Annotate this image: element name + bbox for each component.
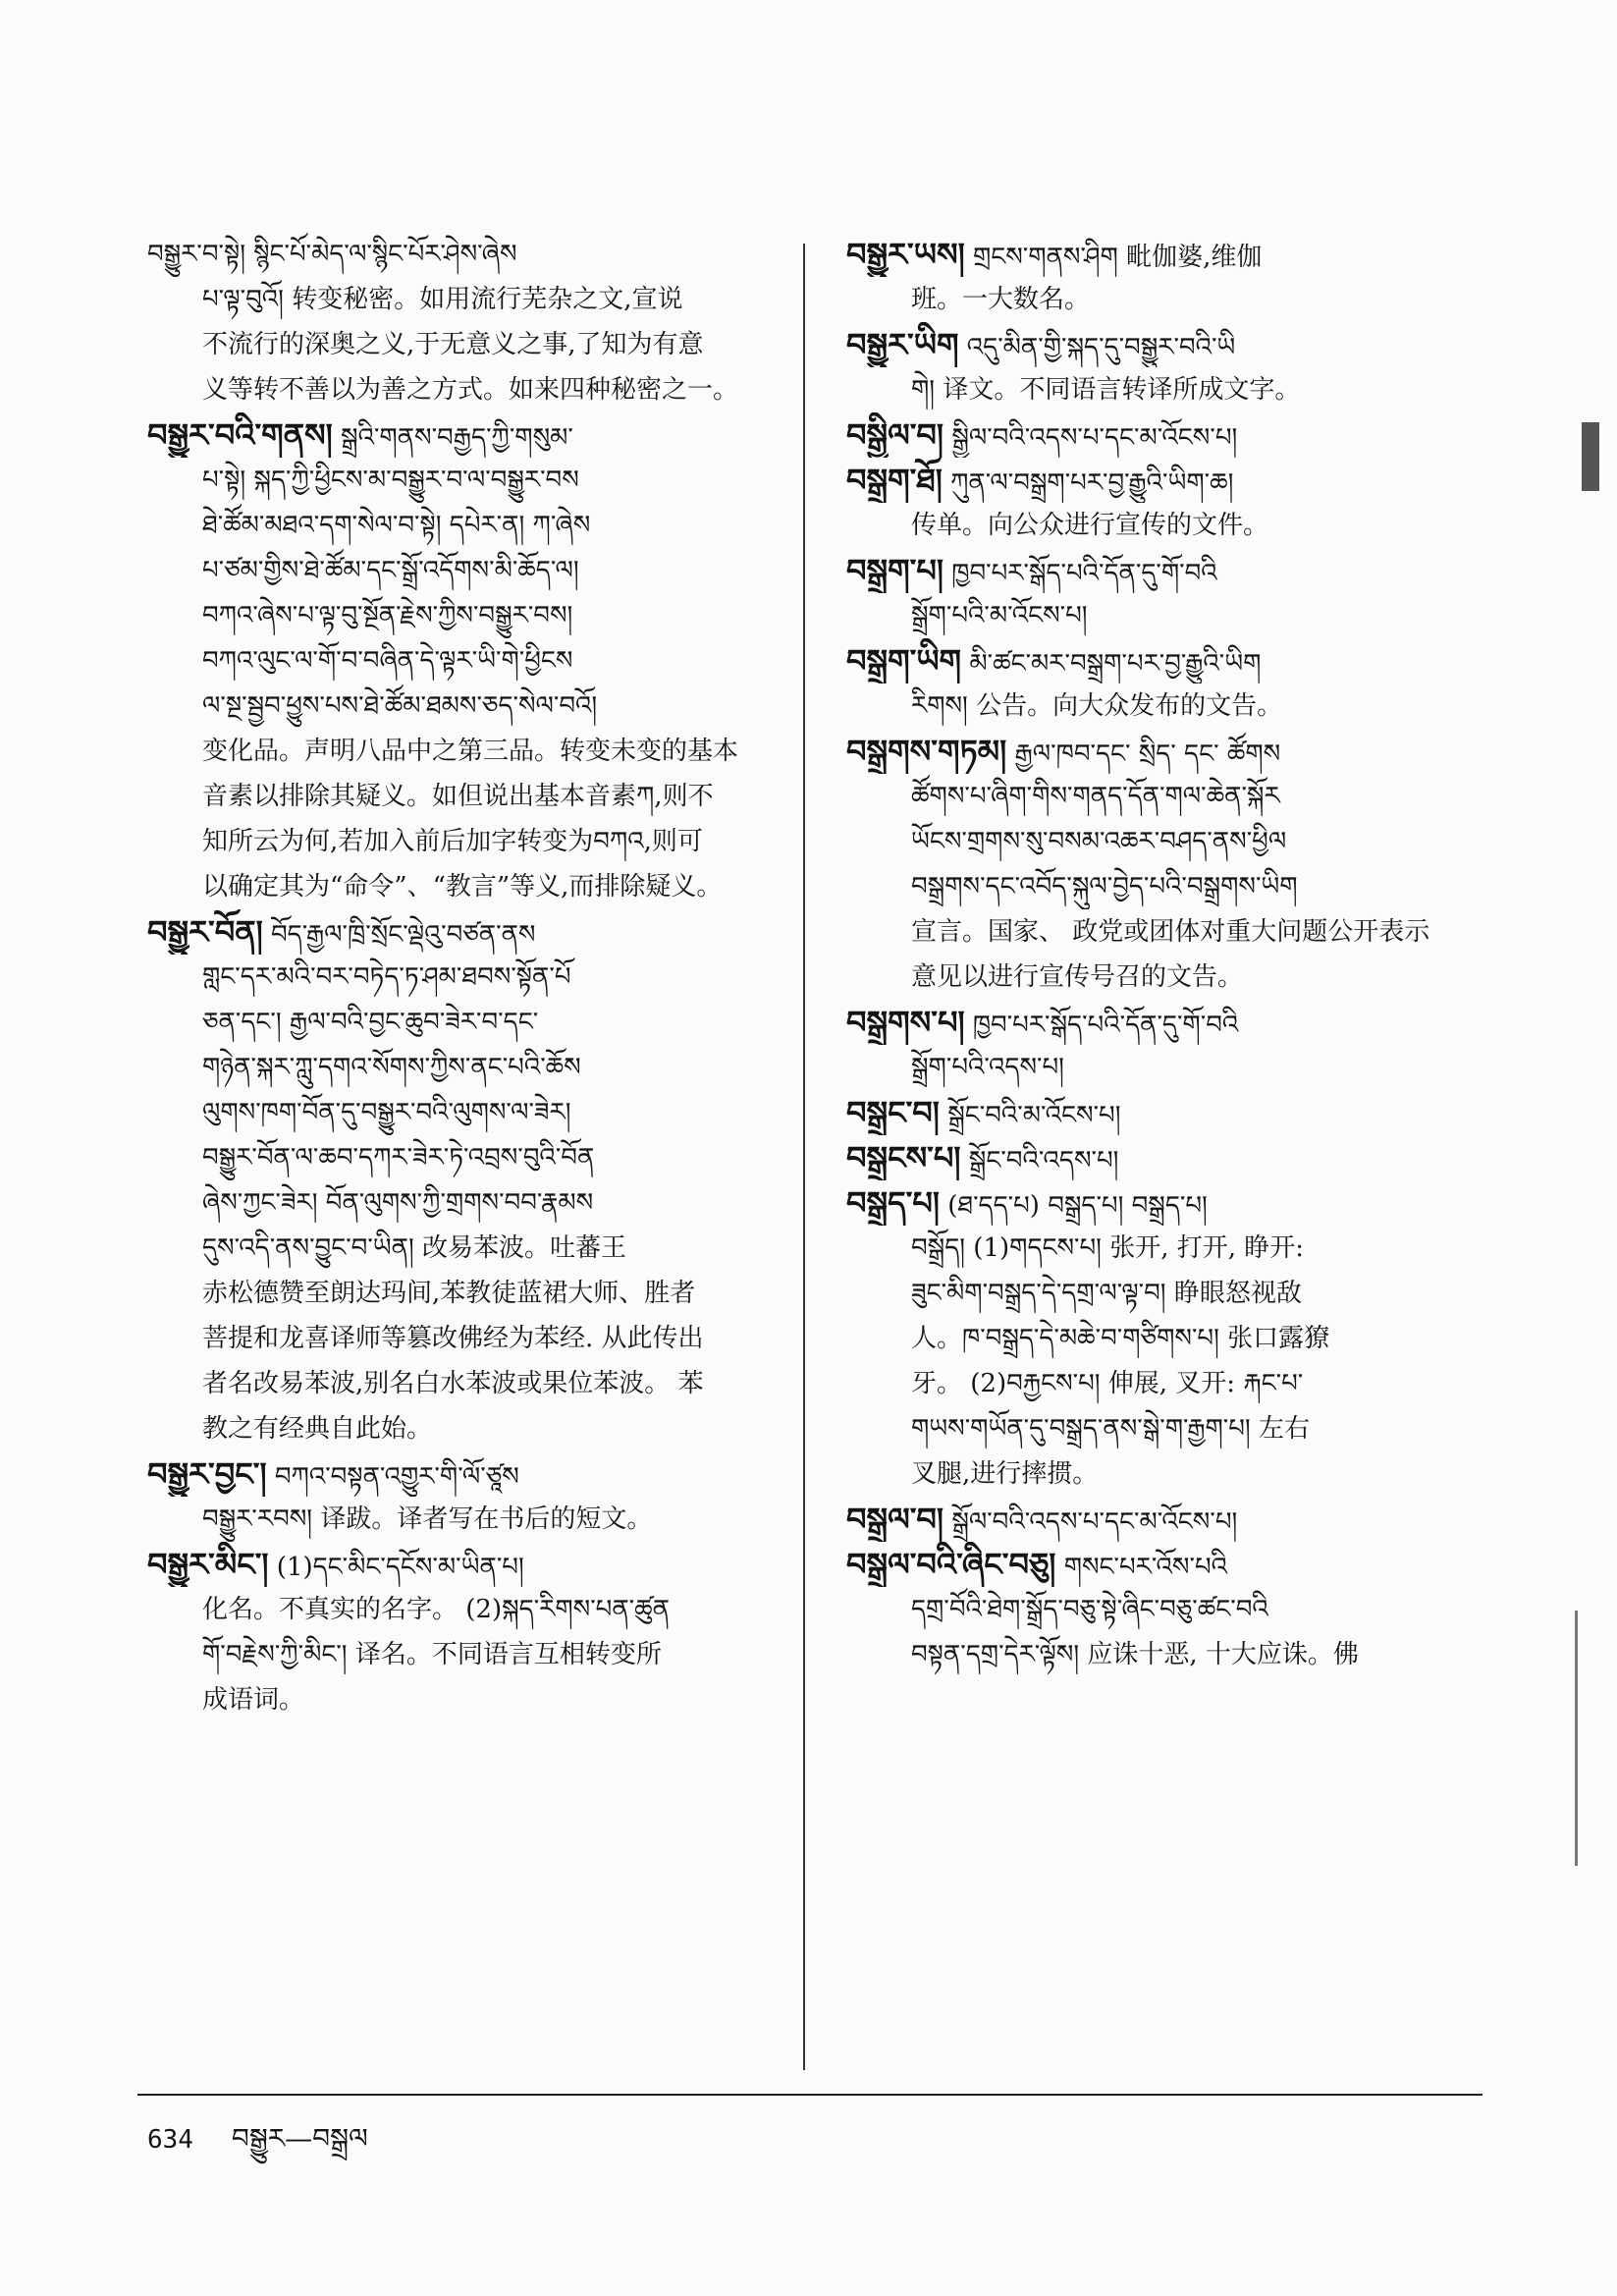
entry-text: དགྲ་བོའི་ཐེག་སྒྲོད་བཅུ་སྟེ་ཞིང་བཅུ་ཚང་བའི	[911, 1595, 1268, 1624]
entry-text: 叉腿,进行摔掼。	[911, 1459, 1099, 1489]
dictionary-entry	[147, 232, 785, 412]
entry-line	[147, 864, 785, 909]
page-footer	[147, 2107, 368, 2185]
entry-text: བསྒྱུར་བོན་ལ་ཆབ་དཀར་ཟེར་ཏེ་འབྲས་བུའི་བོན	[202, 1143, 595, 1173]
entry-text: 音素以排除其疑义。如但说出基本音素ཀ,则不	[202, 782, 714, 811]
entry-line	[147, 1135, 785, 1180]
entry-line	[147, 683, 785, 729]
entry-text: 不流行的深奥之义,于无意义之事,了知为有意	[202, 330, 704, 359]
dictionary-entry	[846, 638, 1475, 729]
dictionary-entry	[846, 412, 1475, 458]
entry-headword: བསྒྲང་བ།	[846, 1094, 940, 1131]
entry-text: 知所云为何,若加入前后加字转变为བཀའ,则可	[202, 827, 703, 856]
scan-edge-mark	[1582, 422, 1599, 491]
entry-headword: བསྒྲད་པ།	[846, 1184, 940, 1222]
entry-line	[147, 1497, 785, 1542]
entry-first-line	[846, 232, 1475, 277]
entry-text: དུས་འདི་ནས་བྱུང་བ་ཡིན། 改易苯波。吐蕃王	[202, 1233, 627, 1263]
page-range: བསྒྱུར—བསྒྲལ	[231, 2122, 368, 2155]
entry-headword: བསྒྲགས་པ།	[846, 1004, 965, 1041]
dictionary-entry	[846, 729, 1475, 1000]
entry-line	[147, 1226, 785, 1271]
entry-text: 宣言。国家、 政党或团体对重大问题公开表示	[911, 917, 1430, 947]
entry-line	[846, 1045, 1475, 1090]
entry-line	[147, 1677, 785, 1722]
entry-first-line	[846, 638, 1475, 683]
entry-text: སྒྲོག་པའི་འདས་པ།	[911, 1053, 1064, 1082]
entry-line	[147, 1406, 785, 1451]
entry-text: པ་སྟེ། སྐད་ཀྱི་ཕྱིངས་མ་བསྒྱུར་བ་ལ་བསྒྱུར་བས	[202, 465, 579, 495]
entry-text: ལ་སྔ་སྦྱབ་ཕྱུས་པས་ཐེ་ཚོམ་ཐམས་ཅད་སེལ་བའོ།	[202, 691, 598, 721]
entry-text: སྒྲོང་བའི་འདས་པ།	[968, 1146, 1119, 1175]
entry-text: (1)དང་མིང་དངོས་མ་ཡིན་པ།	[276, 1553, 524, 1582]
entry-text: 化名。不真实的名字。 (2)སྐད་རིགས་པན་ཚུན	[202, 1595, 670, 1624]
entry-line	[147, 819, 785, 864]
entry-line	[147, 955, 785, 1000]
dictionary-entry	[846, 548, 1475, 638]
entry-line	[846, 367, 1475, 412]
dictionary-entry	[846, 322, 1475, 412]
dictionary-entry	[846, 232, 1475, 322]
footer-rule	[137, 2094, 1482, 2096]
entry-first-line	[846, 729, 1475, 774]
entry-headword: བསྒྲག་ཐོ།	[846, 462, 943, 499]
entry-text: 成语词。	[202, 1685, 305, 1715]
dictionary-entry	[846, 1542, 1475, 1677]
entry-line	[846, 774, 1475, 819]
entry-text: བསྒྱུར་རབས། 译跋。译者写在书后的短文。	[202, 1504, 653, 1534]
entry-line	[846, 683, 1475, 729]
entry-line	[846, 819, 1475, 864]
entry-text: ཐེ་ཚོམ་མཐའ་དག་སེལ་བ་སྟེ། དཔེར་ན། ཀ་ཞེས	[202, 511, 591, 540]
left-column	[147, 232, 785, 1722]
entry-line	[147, 729, 785, 774]
dictionary-entry	[147, 909, 785, 1451]
entry-text: (ཐ་དད་པ) བསྒྲད་པ། བསྒྲད་པ།	[947, 1191, 1208, 1221]
entry-line	[147, 458, 785, 503]
entry-line	[147, 548, 785, 593]
entry-line	[846, 1226, 1475, 1271]
entry-headword: བསྒྱུར་བའི་གནས།	[147, 416, 333, 454]
entry-text: གཉེན་སྐར་ཀླུ་དགའ་སོགས་ཀྱིས་ནང་པའི་ཆོས	[202, 1053, 581, 1082]
column-divider	[803, 244, 805, 2070]
entry-line	[147, 1271, 785, 1316]
entry-line	[147, 1587, 785, 1632]
entry-text: བཀའ་བསྟན་འགྱུར་གི་ལོ་ཙཱས	[274, 1462, 519, 1492]
entry-text: གོ་བརྗེས་ཀྱི་མིང་། 译名。不同语言互相转变所	[202, 1640, 662, 1669]
entry-line	[147, 277, 785, 322]
entry-text: རིགས། 公告。向大众发布的文告。	[911, 691, 1283, 721]
dictionary-entry	[846, 458, 1475, 548]
entry-line	[147, 774, 785, 819]
entry-headword: བསྒྲངས་པ།	[846, 1139, 961, 1176]
entry-first-line	[147, 1451, 785, 1497]
entry-headword: བསྒྲལ་བའི་ཞིང་བཅུ།	[846, 1546, 1056, 1583]
entry-text: སྒྲའི་གནས་བརྒྱད་ཀྱི་གསུམ་	[341, 423, 573, 453]
entry-text: པ་ལྟ་བུའོ། 转变秘密。如用流行芜杂之文,宣说	[202, 285, 683, 314]
entry-line	[846, 955, 1475, 1000]
entry-text: སྒྲོལ་བའི་འདས་པ་དང་མ་འོངས་པ།	[951, 1507, 1238, 1537]
dictionary-entry	[846, 1090, 1475, 1135]
entry-line	[147, 1632, 785, 1677]
entry-first-line	[846, 1542, 1475, 1587]
entry-first-line	[846, 548, 1475, 593]
entry-headword: བསྒྲག་པ།	[846, 552, 943, 589]
entry-first-line	[846, 1090, 1475, 1135]
entry-headword: བསྒྱུར་ཡིག	[846, 326, 959, 363]
scan-edge-line	[1575, 1611, 1578, 1866]
entry-text: གཡས་གཡོན་དུ་བསྒྲད་ནས་སྒེ་ག་རྒྱག་པ། 左右	[911, 1414, 1310, 1444]
entry-line	[846, 864, 1475, 909]
entry-text: རྒྱལ་ཁབ་དང་ སྲིད་ དང་ ཚོགས	[1014, 739, 1281, 769]
entry-text: 人。ཁ་བསྒྲད་དེ་མཆེ་བ་གཙིགས་པ། 张口露獠	[911, 1324, 1330, 1353]
entry-line	[846, 1271, 1475, 1316]
entry-first-line	[846, 1497, 1475, 1542]
entry-text: 变化品。声明八品中之第三品。转变未变的基本	[202, 737, 739, 766]
entry-text: བསྒྱུར་བ་སྟེ། སྙིང་པོ་མེད་ལ་སྙིང་པོར་ཤེས་ཞེས	[147, 240, 517, 269]
entry-text: གླང་དར་མའི་བར་བཏེད་ཏ་ཤམ་ཐབས་སྟོན་པོ	[202, 962, 571, 992]
entry-line	[846, 1587, 1475, 1632]
entry-headword: བསྒྱིལ་བ།	[846, 416, 944, 454]
dictionary-entry	[846, 1135, 1475, 1180]
entry-text: བསྟན་དགྲ་དེར་ལྟོས། 应诛十恶, 十大应诛。佛	[911, 1640, 1359, 1669]
entry-line	[846, 1406, 1475, 1451]
entry-text: 班。一大数名。	[911, 285, 1091, 314]
entry-headword: བསྒྲགས་གཏམ།	[846, 733, 1007, 770]
entry-first-line	[147, 412, 785, 458]
entry-text: ལུགས་ཁག་བོན་དུ་བསྒྱུར་བའི་ལུགས་ལ་ཟེར།	[202, 1098, 571, 1127]
entry-line	[147, 367, 785, 412]
entry-headword: བསྒྱུར་མིང་།	[147, 1546, 269, 1583]
entry-line	[846, 1632, 1475, 1677]
entry-first-line	[846, 412, 1475, 458]
entry-first-line	[846, 322, 1475, 367]
entry-line	[147, 1316, 785, 1361]
dictionary-entry	[147, 412, 785, 909]
right-column	[846, 232, 1475, 1677]
entry-line	[147, 232, 785, 277]
entry-text: ཚོགས་པ་ཞིག་གིས་གནད་དོན་གལ་ཆེན་སྐོར	[911, 782, 1280, 811]
entry-text: བཀའ་ལུང་ལ་གོ་བ་བཞིན་དེ་ལྟར་ཡི་གེ་ཕྱིངས	[202, 646, 573, 676]
entry-headword: བསྒྱུར་བོན།	[147, 913, 263, 951]
entry-line	[846, 503, 1475, 548]
entry-text: ཀུན་ལ་བསྒྲག་པར་བྱ་རྒྱུའི་ཡིག་ཆ།	[950, 468, 1234, 498]
entry-line	[147, 1361, 785, 1406]
entry-text: ཅན་དང་། རྒྱལ་བའི་བྱང་ཆུབ་ཟེར་བ་དང་	[202, 1008, 539, 1037]
entry-line	[147, 1000, 785, 1045]
entry-text: ཁྱབ་པར་སྒོད་པའི་དོན་དུ་གོ་བའི	[951, 559, 1217, 588]
dictionary-entry	[846, 1497, 1475, 1542]
entry-text: 菩提和龙喜译师等篡改佛经为苯经. 从此传出	[202, 1324, 704, 1353]
entry-text: 义等转不善以为善之方式。如来四种秘密之一。	[202, 375, 739, 405]
entry-line	[147, 322, 785, 367]
entry-text: བོད་རྒྱལ་ཁྲི་སྲོང་ལྡེའུ་བཙན་ནས	[271, 920, 536, 950]
entry-text: འདུ་མིན་གྱི་སྐད་དུ་བསྒྱུར་བའི་ཡི	[966, 333, 1236, 362]
entry-headword: བསྒྱུར་བྱང་།	[147, 1455, 267, 1493]
entry-first-line	[846, 1135, 1475, 1180]
entry-headword: བསྒྲག་ཡིག	[846, 642, 962, 680]
entry-line	[147, 1180, 785, 1226]
entry-text: 以确定其为“命令”、“教言”等义,而排除疑义。	[202, 872, 723, 902]
entry-first-line	[846, 1180, 1475, 1226]
entry-text: བསྒྲགས་དང་འབོད་སྐུལ་བྱེད་པའི་བསྒྲགས་ཡིག	[911, 872, 1298, 902]
entry-first-line	[846, 1000, 1475, 1045]
entry-text: 意见以进行宣传号召的文告。	[911, 962, 1244, 992]
entry-first-line	[846, 458, 1475, 503]
entry-line	[147, 1090, 785, 1135]
dictionary-entry	[147, 1451, 785, 1542]
entry-text: པ་ཙམ་གྱིས་ཐེ་ཚོམ་དང་སྒྲོ་འདོགས་མི་ཆོད་ལ།	[202, 556, 579, 585]
entry-text: བཀའ་ཞེས་པ་ལྟ་བུ་སྔོན་རྗེས་ཀྱིས་བསྒྱུར་བས།	[202, 601, 573, 630]
entry-text: ཞེས་ཀྱང་ཟེར། བོན་ལུགས་ཀྱི་གྲགས་བབ་རྣམས	[202, 1188, 594, 1218]
entry-first-line	[147, 1542, 785, 1587]
entry-text: གྲངས་གནས་ཤིག 毗伽婆,维伽	[972, 243, 1263, 272]
entry-text: སྒྲོང་བའི་མ་འོངས་པ།	[947, 1101, 1121, 1130]
entry-text: སྒྱིལ་བའི་འདས་པ་དང་མ་འོངས་པ།	[951, 423, 1238, 453]
entry-text: བསྒྲོད། (1)གདངས་པ། 张开, 打开, 睁开:	[911, 1233, 1305, 1263]
entry-line	[846, 1316, 1475, 1361]
entry-text: གསང་པར་འོས་པའི	[1063, 1553, 1227, 1582]
entry-line	[147, 593, 785, 638]
entry-text: ཁྱབ་པར་སྒོད་པའི་དོན་དུ་གོ་བའི	[972, 1011, 1239, 1040]
entry-text: གེ། 译文。不同语言转译所成文字。	[911, 375, 1301, 405]
entry-text: ཟུང་མིག་བསྒྲད་དེ་དགྲ་ལ་ལྟ་བ། 睁眼怒视敌	[911, 1279, 1302, 1308]
entry-text: 牙。 (2)བརྐྱངས་པ། 伸展, 叉开: རྐང་པ་	[911, 1369, 1304, 1398]
dictionary-entry	[147, 1542, 785, 1722]
entry-text: སྒྲོག་པའི་མ་འོངས་པ།	[911, 601, 1088, 630]
entry-line	[846, 1451, 1475, 1497]
entry-text: 者名改易苯波,别名白水苯波或果位苯波。 苯	[202, 1369, 704, 1398]
entry-text: 传单。向公众进行宣传的文件。	[911, 511, 1269, 540]
entry-first-line	[147, 909, 785, 955]
entry-text: ཡོངས་གྲགས་སུ་བསམ་འཆར་བཤད་ནས་ཕྱིལ	[911, 827, 1287, 856]
entry-headword: བསྒྱུར་ཡས།	[846, 236, 965, 273]
entry-line	[147, 503, 785, 548]
entry-line	[846, 1361, 1475, 1406]
entry-line	[846, 909, 1475, 955]
entry-text: 赤松德赞至朗达玛间,苯教徒蓝裙大师、胜者	[202, 1279, 696, 1308]
dictionary-entry	[846, 1000, 1475, 1090]
page-number: 634	[147, 2125, 193, 2155]
entry-headword: བསྒྲལ་བ།	[846, 1501, 944, 1538]
dictionary-entry	[846, 1180, 1475, 1497]
entry-line	[846, 593, 1475, 638]
entry-text: 教之有经典自此始。	[202, 1414, 433, 1444]
entry-line	[846, 277, 1475, 322]
entry-line	[147, 1045, 785, 1090]
entry-text: མི་ཚང་མར་བསྒྲག་པར་བྱ་རྒྱུའི་ཡིག	[969, 649, 1262, 679]
entry-line	[147, 638, 785, 683]
